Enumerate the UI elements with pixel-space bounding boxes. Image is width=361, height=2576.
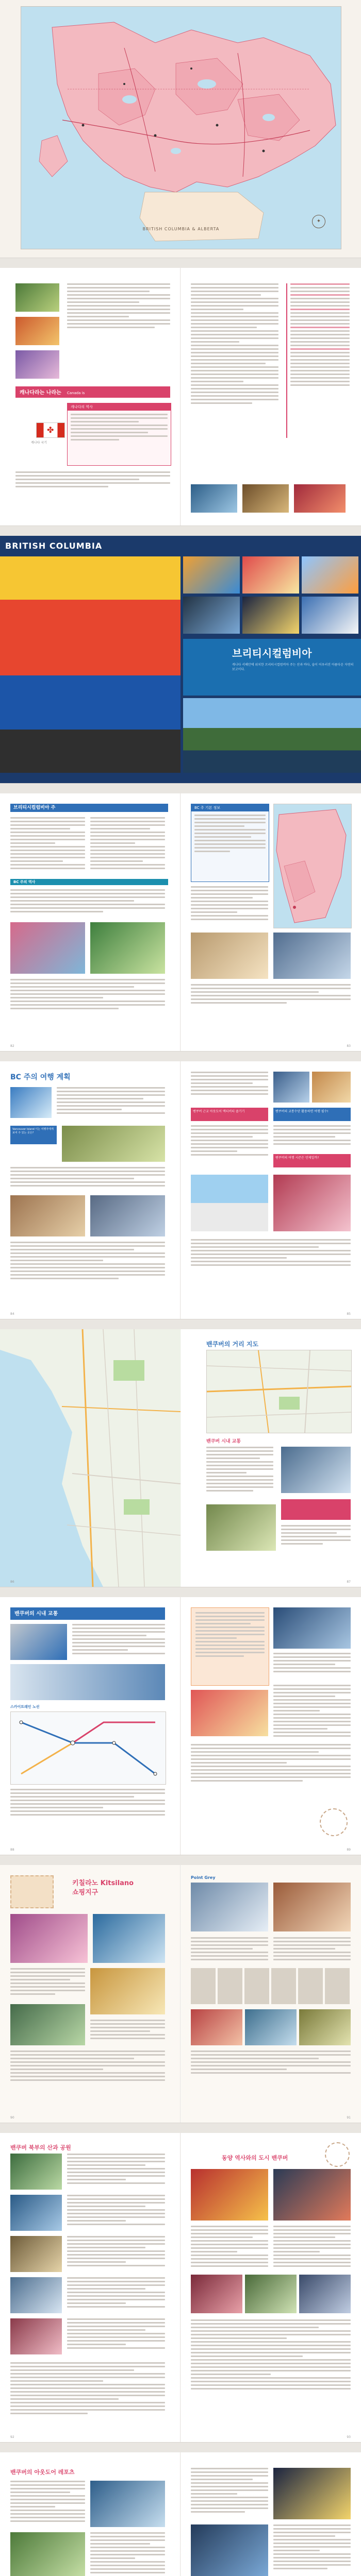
travel-heading: BC 주의 여행 계획 <box>10 1073 71 1081</box>
transit-heading: 밴쿠버의 시내 교통 <box>14 1611 58 1617</box>
travel-box-3: 밴쿠버의 여행 시즌은 언제일까? <box>273 1154 351 1167</box>
canada-map <box>21 7 341 249</box>
page-bc-intro <box>0 793 361 1052</box>
map-frame <box>21 6 341 249</box>
intro-text-left <box>67 283 170 330</box>
bc-intro-photo-1 <box>10 922 85 974</box>
intro-text-right <box>191 283 278 406</box>
kits-title-2: 쇼핑지구 <box>72 1889 99 1896</box>
outdoor-photo-5 <box>191 2524 268 2576</box>
compass-icon: ✦ <box>312 215 325 228</box>
travel-text-2 <box>10 1167 165 1189</box>
page-vancouver-map <box>0 1329 361 1587</box>
page-number-right: 91 <box>347 2116 351 2120</box>
transit-text-right-1 <box>273 1653 351 1674</box>
travel-photo-2 <box>62 1126 165 1162</box>
bc-intro-photo-3 <box>191 933 268 979</box>
travel-photo-3 <box>10 1195 85 1236</box>
transit-text-1 <box>72 1624 165 1656</box>
history-box-title: 캐나다의 역사 <box>68 403 171 411</box>
kits-text-3 <box>10 2050 165 2083</box>
bc-opener-photo-bottom <box>183 698 361 773</box>
china-photo-3 <box>191 2275 242 2313</box>
north-photo-1 <box>10 2154 62 2190</box>
street-map-heading: 밴쿠버의 거리 지도 <box>206 1341 259 1348</box>
intro-photo-4 <box>191 484 237 513</box>
travel-text-right-4 <box>191 1239 351 1268</box>
page-number-right: 89 <box>347 1848 351 1852</box>
intro-photo-2 <box>15 317 59 345</box>
china-photo-1 <box>191 2169 268 2221</box>
travel-text-right-3 <box>273 1125 351 1147</box>
travel-photo-1 <box>10 1087 52 1118</box>
page-number-right: 93 <box>347 2435 351 2439</box>
kits-text-right-2 <box>273 1937 351 1962</box>
bc-history-bar: BC 주의 역사 <box>10 879 168 885</box>
outdoor-text-1 <box>10 2481 85 2524</box>
kits-street-strip <box>191 1968 351 2004</box>
page-number-left: 92 <box>10 2435 14 2439</box>
flag-label: 캐나다 국기 <box>31 441 47 445</box>
bc-intro-text-right <box>191 886 268 922</box>
map-page-photo-2 <box>206 1504 276 1551</box>
travel-photo-4 <box>90 1195 165 1236</box>
kits-photo-5 <box>191 1883 268 1931</box>
page-number-left: 86 <box>10 1580 14 1584</box>
street-map-text-2 <box>281 1525 351 1547</box>
page-number-left: 84 <box>10 1312 14 1316</box>
intro-photo-3 <box>15 350 59 379</box>
map-caption: BRITISH COLUMBIA & ALBERTA <box>142 227 220 231</box>
travel-photo-8 <box>273 1175 351 1231</box>
kits-photo-6 <box>273 1883 351 1931</box>
bc-intro-photo-4 <box>273 933 351 979</box>
transit-text-right-3 <box>191 1744 351 1784</box>
north-text-3 <box>67 2236 165 2268</box>
transit-text-2 <box>10 1789 165 1818</box>
bc-intro-text-3 <box>10 979 165 1011</box>
history-box <box>67 403 171 466</box>
chinatown-heading: 동양 역사와의 도시 밴쿠버 <box>222 2155 288 2161</box>
bc-intro-photo-2 <box>90 922 165 974</box>
bc-title: 브리티시컬럼비아 <box>232 647 312 659</box>
page-number-left: 82 <box>10 1044 14 1048</box>
transit-photo-2 <box>10 1664 165 1700</box>
kits-photo-2 <box>93 1914 165 1963</box>
kits-text-right-3 <box>191 2050 351 2076</box>
travel-box-2: 밴쿠버의 교통수단 활용하면 여행 필수! <box>273 1108 351 1121</box>
sky-label: 스카이트레인 노선 <box>10 1705 40 1709</box>
page-transit <box>0 1597 361 1855</box>
north-text-6 <box>10 2362 165 2416</box>
china-text-2 <box>273 2226 351 2269</box>
transit-heading-block <box>10 1607 165 1620</box>
intro-heading-box <box>15 386 170 398</box>
china-text-1 <box>191 2226 268 2269</box>
page-number-right: 85 <box>347 1312 351 1316</box>
kits-side-label: Point Grey <box>191 1875 216 1880</box>
travel-photo-7 <box>191 1175 268 1231</box>
kits-photo-9 <box>299 2009 351 2045</box>
travel-text-right-2 <box>191 1125 268 1158</box>
bc-photo-grid <box>183 556 361 634</box>
north-text-4 <box>67 2277 165 2310</box>
outdoor-heading: 밴쿠버의 아웃도어 레포츠 <box>10 2469 75 2476</box>
street-map-left <box>0 1329 180 1587</box>
transit-subheading: 밴쿠버 시내 교통 <box>206 1439 241 1444</box>
kits-photo-8 <box>245 2009 297 2045</box>
outdoor-photo-1 <box>90 2481 165 2527</box>
stamp-icon <box>320 1808 348 1836</box>
map-page-pink-box <box>281 1499 351 1520</box>
kits-photo-3 <box>90 1968 165 2014</box>
china-photo-2 <box>273 2169 351 2221</box>
transit-photo-3 <box>273 1607 351 1649</box>
transit-text-right-2 <box>273 1685 351 1739</box>
street-map-text <box>206 1447 273 1494</box>
china-photo-5 <box>299 2275 351 2313</box>
outdoor-text-right-2 <box>273 2524 351 2571</box>
gutter <box>180 268 181 526</box>
postage-stamp-icon <box>10 1875 54 1908</box>
kits-text-2 <box>90 2020 165 2041</box>
travel-photo-6 <box>312 1072 351 1103</box>
outdoor-photo-4 <box>273 2468 351 2519</box>
intro-photo-1 <box>15 283 59 312</box>
bc-info-title: BC 주 기본 정보 <box>191 804 269 811</box>
north-heading: 밴쿠버 북부의 산과 공원 <box>10 2144 71 2151</box>
page-outdoor <box>0 2452 361 2576</box>
street-map-right <box>206 1350 352 1433</box>
intro-heading: 캐나다라는 나라는 <box>20 390 61 396</box>
page-canada-intro <box>0 268 361 526</box>
skytrain-map <box>10 1711 166 1785</box>
page-travel-plan <box>0 1061 361 1319</box>
bc-subtitle: 캐나다 서해안에 위치한 브리티시컬럼비아 주는 산과 바다, 숲이 어우러진 아름다운 자연의 보고이다. <box>232 663 354 671</box>
travel-photo-5 <box>273 1072 309 1103</box>
maple-leaf-icon: ✤ <box>47 425 54 435</box>
north-photo-2 <box>10 2195 62 2231</box>
bc-intro-heading: 브리티시컬럼비아 주 <box>10 804 168 812</box>
north-photo-5 <box>10 2318 62 2354</box>
bc-intro-text-1 <box>10 817 85 871</box>
bc-info-box <box>191 804 269 882</box>
kits-text-right-1 <box>191 1937 268 1962</box>
intro-subheading: Canada is <box>67 391 85 395</box>
kits-photo-7 <box>191 2009 242 2045</box>
travel-text-3 <box>10 1242 165 1281</box>
travel-text-1 <box>57 1087 165 1116</box>
north-photo-3 <box>10 2236 62 2272</box>
outdoor-photo-2 <box>10 2532 85 2576</box>
page-number-right: 87 <box>347 1580 351 1584</box>
transit-photo-4 <box>191 1690 268 1736</box>
transit-orange-box <box>191 1607 269 1686</box>
north-photo-4 <box>10 2277 62 2313</box>
north-text-2 <box>67 2195 165 2227</box>
outdoor-text-right-1 <box>191 2468 268 2515</box>
intro-text-left-2 <box>15 471 170 489</box>
index-list <box>286 283 350 438</box>
intro-photo-5 <box>242 484 289 513</box>
page-number-right: 83 <box>347 1044 351 1048</box>
stamp-circle-icon <box>325 2142 350 2167</box>
bc-opener-photo-main <box>0 556 180 773</box>
bc-intro-text-2 <box>90 817 165 871</box>
transit-photo-train <box>10 1624 67 1660</box>
page-number-left: 88 <box>10 1848 14 1852</box>
page-number-left: 90 <box>10 2116 14 2120</box>
map-page-photo-1 <box>281 1447 351 1493</box>
page-north-van <box>0 2133 361 2443</box>
china-text-3 <box>191 2319 351 2392</box>
bc-map <box>273 804 352 928</box>
canada-flag <box>36 422 65 438</box>
page-map <box>0 0 361 258</box>
travel-box-1: Vancouver Island 이는 여행자에게 보여 주 있는 곳은? <box>10 1126 57 1144</box>
page-kitsilano <box>0 1865 361 2123</box>
travel-pink-box: 밴쿠버 근교 아웃도어 액티비티 즐기기 <box>191 1108 268 1121</box>
bc-banner: BRITISH COLUMBIA <box>5 541 103 551</box>
kits-text-1 <box>10 1968 85 1997</box>
china-photo-4 <box>245 2275 297 2313</box>
page-bc-opener <box>0 536 361 784</box>
kits-title: 키칠라노 Kitsilano <box>72 1879 134 1887</box>
north-text-1 <box>67 2154 165 2186</box>
travel-text-right-1 <box>191 1072 268 1097</box>
outdoor-text-2 <box>90 2532 165 2575</box>
bc-title-box <box>183 639 361 696</box>
kits-photo-4 <box>10 2004 85 2045</box>
bc-history-text <box>10 889 165 914</box>
kits-photo-1 <box>10 1914 88 1963</box>
intro-photo-6 <box>294 484 346 513</box>
north-text-5 <box>67 2318 165 2351</box>
bc-intro-text-right-2 <box>191 984 351 1006</box>
